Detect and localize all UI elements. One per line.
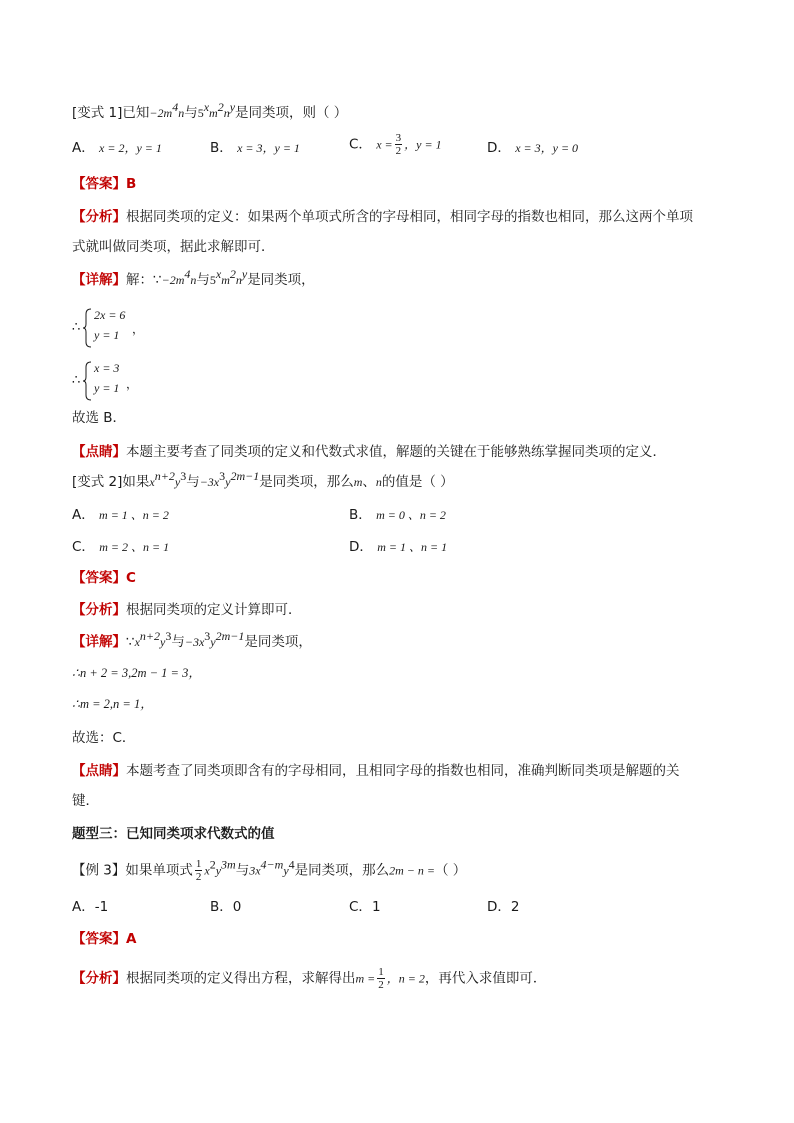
detail-term1-y: y bbox=[160, 635, 166, 649]
v2-m-var: m bbox=[353, 475, 363, 489]
v2-detail-2: ∴n + 2 = 3,2m − 1 = 3， bbox=[72, 666, 201, 680]
v1-option-a bbox=[72, 138, 162, 158]
v2-suffix-b: 的值是（ ） bbox=[381, 474, 454, 490]
frac-num: 1 bbox=[378, 966, 384, 978]
v1-question bbox=[72, 100, 348, 123]
v1-option-d-label: D． bbox=[487, 140, 511, 156]
v2-prefix: [变式 2]如果 bbox=[72, 474, 150, 490]
t3-option-d bbox=[487, 897, 520, 917]
system-row-2: y = 1 bbox=[94, 328, 120, 342]
detail-post: 是同类项， bbox=[244, 634, 312, 650]
v1-term1-exp: 4 bbox=[172, 100, 179, 114]
detail-tag: 【详解】 bbox=[72, 272, 126, 288]
v1-option-b bbox=[210, 138, 300, 158]
detail-term2-exp-x: x bbox=[215, 267, 222, 281]
v1-term2-exp-x: x bbox=[203, 100, 210, 114]
v2-question bbox=[72, 469, 454, 492]
v1-detail-1 bbox=[72, 267, 315, 290]
v1-analysis-2 bbox=[72, 237, 275, 257]
v2-mid: 与 bbox=[186, 474, 200, 490]
detail-term2-y: y bbox=[210, 635, 216, 649]
left-brace-icon bbox=[82, 361, 92, 401]
v2-note-2 bbox=[72, 791, 99, 811]
detail-term1: −2m bbox=[161, 273, 185, 287]
v2-term2-y: y bbox=[225, 475, 231, 489]
therefore-symbol: ∴ bbox=[72, 373, 81, 388]
t3-mono1-y: y bbox=[215, 863, 222, 878]
v1-choose bbox=[72, 408, 126, 428]
v1-answer bbox=[72, 174, 136, 194]
t3-question bbox=[72, 858, 466, 883]
answer-tag: 【答案】 bbox=[72, 570, 126, 586]
v1-option-c-post: ，y = 1 bbox=[404, 137, 442, 152]
v2-option-b-label: B． bbox=[349, 507, 372, 523]
v1-system-2 bbox=[72, 361, 192, 401]
v1-suffix: 是同类项，则（ ） bbox=[235, 105, 348, 121]
t3-option-a bbox=[72, 897, 108, 917]
v2-n-var: n bbox=[375, 475, 382, 489]
detail-tag: 【详解】 bbox=[72, 634, 126, 650]
system-row-2: y = 1 bbox=[94, 381, 120, 395]
left-brace-icon bbox=[82, 308, 92, 348]
t3-mono2-y: y bbox=[283, 863, 289, 878]
note-text-2: 键． bbox=[72, 793, 99, 809]
section-heading: 题型三：已知同类项求代数式的值 bbox=[72, 826, 275, 842]
t3-answer bbox=[72, 929, 136, 949]
detail-pre: ∵ bbox=[126, 634, 135, 650]
analysis-text: 根据同类项的定义计算即可． bbox=[126, 602, 302, 618]
v1-option-d bbox=[487, 138, 578, 158]
v2-option-b-value: m = 0 、n = 2 bbox=[376, 508, 446, 522]
t3-prefix: 【例 3】如果单项式 bbox=[72, 862, 193, 879]
v1-term1-n: n bbox=[178, 106, 185, 120]
analysis-n: ，n = 2 bbox=[386, 971, 425, 986]
frac-den: 2 bbox=[378, 979, 384, 991]
v1-term2-exp-2: 2 bbox=[217, 100, 224, 114]
t3-mono1-exp2: 3m bbox=[221, 857, 236, 872]
detail-term2-exp-y: y bbox=[241, 267, 248, 281]
v2-option-d-value: m = 1 、n = 1 bbox=[377, 540, 448, 554]
v1-option-a-label: A． bbox=[72, 140, 95, 156]
detail-term1-x: x bbox=[134, 635, 140, 649]
v1-term2-exp-y: y bbox=[229, 100, 236, 114]
answer-value: B bbox=[126, 176, 137, 192]
detail-term2-exp2: 2m−1 bbox=[215, 629, 245, 643]
analysis-m: m = bbox=[355, 971, 376, 986]
note-tag: 【点睛】 bbox=[72, 444, 126, 460]
analysis-tag: 【分析】 bbox=[72, 602, 126, 618]
answer-tag: 【答案】 bbox=[72, 931, 126, 947]
v1-term2-m: m bbox=[209, 106, 218, 120]
v1-term1: −2m bbox=[149, 106, 173, 120]
v2-term1-x: x bbox=[149, 475, 155, 489]
detail-mid: 与 bbox=[196, 272, 210, 288]
v1-note bbox=[72, 442, 666, 462]
v1-option-d-value: x = 3，y = 0 bbox=[515, 141, 579, 155]
t3-end: （ ） bbox=[435, 862, 467, 879]
v2-option-d bbox=[349, 537, 447, 557]
frac-den: 2 bbox=[195, 871, 202, 883]
analysis-text-2: 式就叫做同类项，据此求解即可． bbox=[72, 239, 275, 255]
detail-post: 是同类项， bbox=[247, 272, 315, 288]
v1-prefix: [变式 1]已知 bbox=[72, 105, 150, 121]
v2-term2-exp: 3 bbox=[219, 469, 226, 483]
detail-pre: 解：∵ bbox=[126, 272, 162, 288]
t3-option-a-label: A． bbox=[72, 899, 95, 915]
detail-term1-exp: 4 bbox=[184, 267, 191, 281]
answer-value: A bbox=[126, 931, 137, 947]
v2-term1-exp: n+2 bbox=[154, 469, 175, 483]
t3-option-b-value: 0 bbox=[232, 899, 242, 915]
v2-option-c bbox=[72, 537, 169, 557]
choose-text: 故选：C． bbox=[72, 730, 136, 746]
v2-option-b bbox=[349, 505, 446, 525]
v1-option-c bbox=[349, 132, 442, 157]
detail-term2: −3x bbox=[184, 635, 205, 649]
detail-term1-exp: n+2 bbox=[139, 629, 161, 643]
v2-option-a-label: A． bbox=[72, 507, 95, 523]
v1-term2-coef: 5 bbox=[197, 106, 204, 120]
t3-post: 是同类项，那么 bbox=[294, 862, 390, 879]
v2-option-c-value: m = 2 、n = 1 bbox=[99, 540, 170, 554]
v1-mid: 与 bbox=[184, 105, 198, 121]
analysis-pre: 根据同类项的定义得出方程，求解得出 bbox=[126, 970, 356, 987]
t3-option-c-value: 1 bbox=[371, 899, 381, 915]
v1-option-c-frac bbox=[395, 132, 403, 157]
answer-value: C bbox=[126, 570, 136, 586]
v2-answer bbox=[72, 568, 136, 588]
t3-option-c bbox=[349, 897, 381, 917]
t3-mid: 与 bbox=[235, 862, 250, 879]
v2-term2: −3x bbox=[199, 475, 220, 489]
system-row-1: x = 3 bbox=[94, 361, 120, 375]
t3-option-b-label: B． bbox=[210, 899, 233, 915]
v2-option-a bbox=[72, 505, 169, 525]
v2-term1-exp2: 3 bbox=[180, 469, 187, 483]
system-comma: ， bbox=[132, 322, 145, 336]
v2-option-d-label: D． bbox=[349, 539, 373, 555]
v1-term2-n: n bbox=[223, 106, 230, 120]
t3-option-c-label: C． bbox=[349, 899, 372, 915]
v2-sep: 、 bbox=[362, 474, 376, 490]
detail-term1-n: n bbox=[190, 273, 197, 287]
v1-option-b-label: B． bbox=[210, 140, 233, 156]
therefore-symbol: ∴ bbox=[72, 320, 81, 335]
detail-term2-m: m bbox=[221, 273, 230, 287]
detail-term1-exp2: 3 bbox=[165, 629, 172, 643]
v1-option-a-value: x = 2，y = 1 bbox=[99, 141, 162, 155]
t3-option-d-value: 2 bbox=[510, 899, 520, 915]
t3-option-a-value: -1 bbox=[94, 899, 109, 915]
system-comma: ， bbox=[126, 377, 139, 391]
t3-mono1-exp: 2 bbox=[209, 857, 216, 872]
frac-num: 1 bbox=[195, 858, 202, 870]
t3-mono2-exp2: 4 bbox=[288, 857, 295, 872]
analysis-post: ，再代入求值即可． bbox=[424, 970, 547, 987]
choose-text: 故选 B． bbox=[72, 410, 127, 426]
detail-term2-coef: 5 bbox=[209, 273, 216, 287]
detail-term2-n: n bbox=[235, 273, 242, 287]
analysis-text: 根据同类项的定义：如果两个单项式所含的字母相同，相同字母的指数也相同，那么这两个单项 bbox=[126, 209, 693, 225]
frac-num: 3 bbox=[395, 132, 402, 144]
v2-analysis bbox=[72, 600, 302, 620]
v2-suffix-a: 是同类项，那么 bbox=[259, 474, 354, 490]
v1-system-1 bbox=[72, 308, 192, 348]
detail-term2-exp-2: 2 bbox=[229, 267, 236, 281]
detail-mid: 与 bbox=[171, 634, 185, 650]
analysis-tag: 【分析】 bbox=[72, 209, 126, 225]
v2-detail-3: ∴m = 2,n = 1， bbox=[72, 697, 153, 711]
v2-option-c-label: C． bbox=[72, 539, 95, 555]
v2-choose bbox=[72, 728, 135, 748]
v1-option-b-value: x = 3，y = 1 bbox=[237, 141, 300, 155]
v1-option-c-label: C． bbox=[349, 136, 372, 153]
frac-den: 2 bbox=[395, 145, 402, 157]
t3-option-b bbox=[210, 897, 241, 917]
detail-term2-exp: 3 bbox=[204, 629, 211, 643]
t3-option-d-label: D． bbox=[487, 899, 511, 915]
v2-note-1 bbox=[72, 761, 680, 781]
analysis-tag: 【分析】 bbox=[72, 970, 126, 987]
analysis-frac bbox=[377, 966, 385, 991]
v2-detail-1 bbox=[72, 629, 312, 652]
t3-analysis bbox=[72, 966, 546, 991]
note-tag: 【点睛】 bbox=[72, 763, 126, 779]
system-row-1: 2x = 6 bbox=[94, 308, 126, 322]
v2-term1-y: y bbox=[174, 475, 181, 489]
note-text: 本题主要考查了同类项的定义和代数式求值，解题的关键在于能够熟练掌握同类项的定义． bbox=[126, 444, 666, 460]
v2-term2-exp2: 2m−1 bbox=[230, 469, 260, 483]
t3-mono2-exp: 4−m bbox=[260, 857, 284, 872]
answer-tag: 【答案】 bbox=[72, 176, 126, 192]
v2-option-a-value: m = 1 、n = 2 bbox=[99, 508, 169, 522]
t3-frac bbox=[195, 858, 203, 883]
t3-expr: 2m − n = bbox=[389, 863, 436, 878]
t3-mono1-x: x bbox=[204, 863, 210, 878]
v1-option-c-pre: x = bbox=[376, 137, 393, 152]
v1-analysis-1 bbox=[72, 207, 693, 227]
t3-mono2-x: 3x bbox=[249, 863, 261, 878]
note-text: 本题考查了同类项即含有的字母相同，且相同字母的指数也相同，准确判断同类项是解题的关 bbox=[126, 763, 680, 779]
